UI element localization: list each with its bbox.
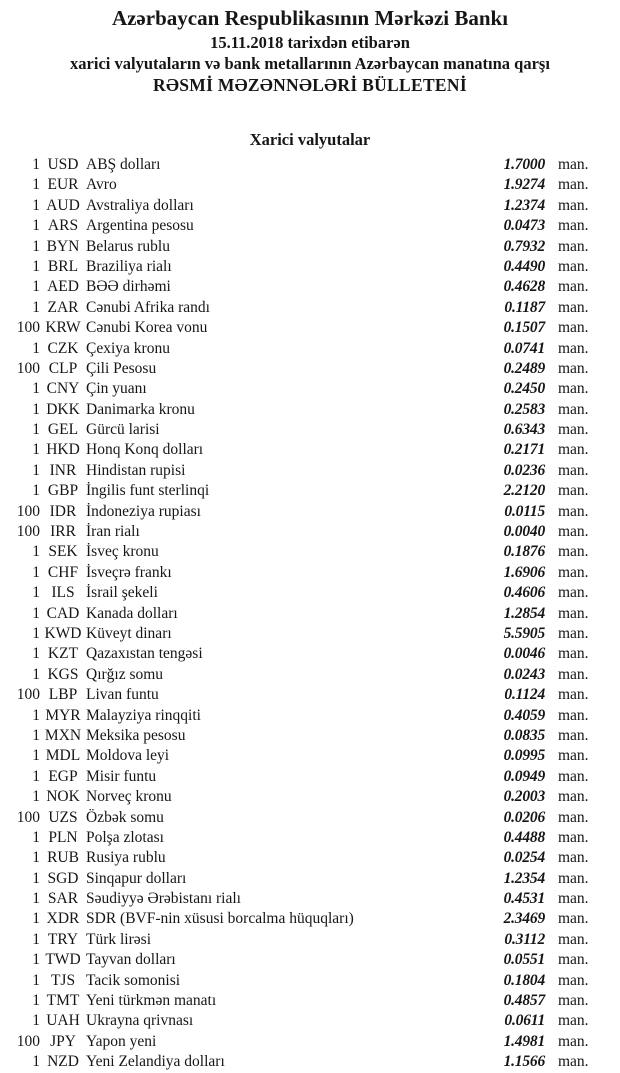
currency-name-cell: İsveç kronu	[86, 543, 159, 561]
currency-code-cell: IRR	[50, 523, 76, 541]
rate-row	[0, 889, 620, 909]
currency-code-cell: TRY	[47, 930, 79, 948]
currency-code-cell: AUD	[46, 196, 80, 214]
unit-label-cell: man.	[558, 319, 589, 337]
rate-row	[0, 828, 620, 848]
currency-code-cell: TMT	[46, 992, 80, 1010]
currency-name-cell: Argentina pesosu	[86, 217, 194, 235]
rate-row	[0, 175, 620, 195]
quantity-cell: 1	[32, 563, 40, 581]
quantity-cell: 1	[32, 461, 40, 479]
currency-code-cell: CHF	[47, 563, 79, 581]
rate-row	[0, 950, 620, 970]
bulletin-title: RƏSMİ MƏZƏNNƏLƏRİ BÜLLETENİ	[153, 75, 467, 95]
quantity-cell: 1	[32, 217, 40, 235]
currency-name-cell: Moldova leyi	[86, 747, 170, 765]
rate-row	[0, 420, 620, 440]
currency-name-cell: Malayziya rinqqiti	[86, 706, 201, 724]
rate-value-cell: 1.7000	[503, 156, 545, 173]
currency-code-cell: CNY	[46, 380, 80, 398]
currency-name-cell: Çili Pesosu	[86, 359, 157, 377]
rate-row	[0, 277, 620, 297]
currency-name-cell: Honq Konq dolları	[86, 441, 204, 459]
rate-value-cell: 0.7932	[503, 237, 545, 255]
quantity-cell: 1	[32, 298, 40, 316]
currency-name-cell: Qırğız somu	[86, 665, 164, 683]
currency-name-cell: Tayvan dolları	[86, 951, 176, 969]
currency-code-cell: IDR	[49, 502, 77, 520]
currency-name-cell: Kanada dolları	[86, 604, 178, 622]
quantity-cell: 1	[32, 339, 40, 357]
currency-code-cell: ILS	[51, 584, 75, 602]
bulletin-header	[0, 0, 620, 97]
rate-row	[0, 318, 620, 338]
unit-label-cell: man.	[558, 706, 589, 724]
currency-code-cell: SGD	[47, 869, 79, 887]
rate-row	[0, 339, 620, 359]
unit-label-cell: man.	[558, 359, 589, 377]
rate-row	[0, 196, 620, 216]
rate-row	[0, 787, 620, 807]
rate-row	[0, 685, 620, 705]
currency-name-cell: Hindistan rupisi	[86, 461, 186, 479]
rate-row	[0, 869, 620, 889]
quantity-cell: 1	[32, 849, 40, 867]
rate-value-cell: 0.0611	[504, 1012, 545, 1030]
rate-row	[0, 991, 620, 1011]
currency-code-cell: CZK	[47, 339, 79, 357]
rate-row	[0, 440, 620, 460]
quantity-cell: 1	[32, 543, 40, 561]
currency-name-cell: BƏƏ dirhəmi	[86, 278, 171, 296]
rate-row	[0, 155, 620, 175]
quantity-cell: 1	[32, 767, 40, 785]
unit-label-cell: man.	[558, 890, 589, 908]
rate-value-cell: 0.0046	[503, 645, 545, 663]
quantity-cell: 1	[32, 156, 40, 173]
currency-name-cell: SDR (BVF-nin xüsusi borcalma hüquqları)	[86, 910, 354, 928]
currency-code-cell: UAH	[46, 1012, 80, 1030]
rate-row	[0, 1011, 620, 1031]
currency-name-cell: Ukrayna qrivnası	[86, 1012, 194, 1030]
rate-value-cell: 1.1566	[503, 1053, 545, 1071]
rate-row	[0, 706, 620, 726]
rate-row	[0, 604, 620, 624]
currency-code-cell: ARS	[47, 217, 79, 235]
rate-row	[0, 746, 620, 766]
currency-name-cell: Yeni türkmən manatı	[86, 992, 217, 1010]
currency-code-cell: LBP	[48, 686, 78, 704]
quantity-cell: 1	[32, 380, 40, 398]
unit-label-cell: man.	[558, 502, 589, 520]
unit-label-cell: man.	[558, 523, 589, 541]
unit-label-cell: man.	[558, 747, 589, 765]
currency-code-cell: HKD	[46, 441, 80, 459]
unit-label-cell: man.	[558, 767, 589, 785]
rate-row	[0, 298, 620, 318]
currency-code-cell: KGS	[47, 665, 79, 683]
currency-name-cell: İndoneziya rupiası	[86, 502, 201, 520]
rate-value-cell: 0.6343	[503, 421, 545, 439]
rate-row	[0, 644, 620, 664]
rate-value-cell: 0.0243	[503, 665, 545, 683]
rate-value-cell: 0.0115	[504, 502, 545, 520]
currency-code-cell: MDL	[45, 747, 81, 765]
rate-value-cell: 0.4857	[503, 992, 545, 1010]
rate-value-cell: 0.3112	[504, 930, 545, 948]
rate-value-cell: 0.0206	[503, 808, 545, 826]
rate-row	[0, 848, 620, 868]
rate-value-cell: 0.0473	[503, 217, 545, 235]
unit-label-cell: man.	[558, 828, 589, 846]
scope-line: xarici valyutaların və bank metallarının Azərbaycan manatına qarşı	[70, 54, 550, 73]
effective-date-line: 15.11.2018 tarixdən etibarən	[210, 33, 410, 52]
rate-row	[0, 583, 620, 603]
currency-code-cell: KWD	[44, 624, 82, 642]
unit-label-cell: man.	[558, 1032, 589, 1050]
rate-value-cell: 0.1187	[504, 298, 545, 316]
currency-code-cell: DKK	[46, 400, 80, 418]
unit-label-cell: man.	[558, 992, 589, 1010]
unit-label-cell: man.	[558, 339, 589, 357]
quantity-cell: 1	[32, 482, 40, 500]
currency-name-cell: Norveç kronu	[86, 788, 172, 806]
rate-row	[0, 461, 620, 481]
unit-label-cell: man.	[558, 441, 589, 459]
currency-name-cell: Rusiya rublu	[86, 849, 166, 867]
rate-value-cell: 0.1124	[504, 686, 545, 704]
quantity-cell: 1	[32, 196, 40, 214]
currency-code-cell: MYR	[45, 706, 81, 724]
quantity-cell: 1	[32, 400, 40, 418]
rate-value-cell: 1.2854	[503, 604, 545, 622]
currency-code-cell: EGP	[48, 767, 78, 785]
rate-row	[0, 808, 620, 828]
rate-value-cell: 1.9274	[503, 176, 545, 194]
currency-code-cell: USD	[47, 156, 79, 173]
rate-value-cell: 5.5905	[503, 624, 545, 642]
quantity-cell: 100	[16, 502, 40, 520]
rate-value-cell: 0.1507	[503, 319, 545, 337]
currency-name-cell: Livan funtu	[86, 686, 159, 704]
quantity-cell: 100	[16, 319, 40, 337]
currency-name-cell: ABŞ dolları	[86, 156, 161, 173]
quantity-cell: 1	[32, 237, 40, 255]
currency-code-cell: NOK	[46, 788, 80, 806]
quantity-cell: 1	[32, 665, 40, 683]
quantity-cell: 1	[32, 441, 40, 459]
currency-name-cell: İran rialı	[86, 523, 140, 541]
quantity-cell: 1	[32, 604, 40, 622]
currency-name-cell: Türk lirəsi	[86, 930, 151, 948]
currency-code-cell: BRL	[47, 257, 79, 275]
unit-label-cell: man.	[558, 380, 589, 398]
unit-label-cell: man.	[558, 461, 589, 479]
currency-code-cell: UZS	[48, 808, 78, 826]
currency-code-cell: CAD	[46, 604, 80, 622]
currency-code-cell: KZT	[47, 645, 79, 663]
quantity-cell: 100	[16, 523, 40, 541]
unit-label-cell: man.	[558, 1012, 589, 1030]
currency-name-cell: Özbək somu	[86, 808, 164, 826]
rate-value-cell: 0.0995	[503, 747, 545, 765]
currency-name-cell: Yapon yeni	[86, 1032, 157, 1050]
currency-code-cell: TWD	[45, 951, 81, 969]
currency-code-cell: GEL	[47, 421, 79, 439]
quantity-cell: 1	[32, 421, 40, 439]
rate-row	[0, 1032, 620, 1052]
currency-code-cell: CLP	[48, 359, 78, 377]
unit-label-cell: man.	[558, 543, 589, 561]
rate-row	[0, 379, 620, 399]
rate-value-cell: 1.4981	[503, 1032, 545, 1050]
currency-name-cell: Qazaxıstan tengəsi	[86, 645, 203, 663]
rate-row	[0, 359, 620, 379]
unit-label-cell: man.	[558, 421, 589, 439]
unit-label-cell: man.	[558, 298, 589, 316]
currency-code-cell: NZD	[47, 1053, 79, 1071]
quantity-cell: 1	[32, 788, 40, 806]
rate-row	[0, 257, 620, 277]
currency-code-cell: JPY	[50, 1032, 76, 1050]
currency-name-cell: Braziliya rialı	[86, 257, 172, 275]
currency-name-cell: Cənubi Korea vonu	[86, 319, 208, 337]
rate-value-cell: 0.2003	[503, 788, 545, 806]
currency-code-cell: SEK	[48, 543, 78, 561]
unit-label-cell: man.	[558, 584, 589, 602]
unit-label-cell: man.	[558, 726, 589, 744]
quantity-cell: 1	[32, 930, 40, 948]
currency-code-cell: MXN	[44, 726, 82, 744]
rate-value-cell: 0.4490	[503, 257, 545, 275]
currency-code-cell: XDR	[46, 910, 80, 928]
quantity-cell: 1	[32, 869, 40, 887]
unit-label-cell: man.	[558, 951, 589, 969]
rate-value-cell: 0.1804	[503, 971, 545, 989]
currency-name-cell: Sinqapur dolları	[86, 869, 187, 887]
rate-row	[0, 726, 620, 746]
quantity-cell: 1	[32, 1012, 40, 1030]
quantity-cell: 1	[32, 726, 40, 744]
quantity-cell: 1	[32, 1053, 40, 1071]
currency-name-cell: İngilis funt sterlinqi	[86, 482, 210, 500]
currency-code-cell: BYN	[46, 237, 80, 255]
currency-name-cell: Çin yuanı	[86, 380, 147, 398]
currency-name-cell: İsveçrə frankı	[86, 563, 172, 581]
currency-code-cell: AED	[47, 278, 79, 296]
unit-label-cell: man.	[558, 257, 589, 275]
unit-label-cell: man.	[558, 686, 589, 704]
currency-name-cell: Səudiyyə Ərəbistanı rialı	[86, 890, 241, 908]
quantity-cell: 1	[32, 624, 40, 642]
unit-label-cell: man.	[558, 482, 589, 500]
unit-label-cell: man.	[558, 176, 589, 194]
rate-row	[0, 930, 620, 950]
currency-name-cell: İsrail şekeli	[86, 584, 158, 602]
rate-value-cell: 0.2489	[503, 359, 545, 377]
quantity-cell: 1	[32, 910, 40, 928]
unit-label-cell: man.	[558, 930, 589, 948]
currency-code-cell: INR	[49, 461, 77, 479]
unit-label-cell: man.	[558, 604, 589, 622]
currency-name-cell: Misir funtu	[86, 767, 157, 785]
quantity-cell: 1	[32, 890, 40, 908]
section-title-foreign-currencies: Xarici valyutalar	[249, 130, 371, 149]
rate-value-cell: 0.0551	[503, 951, 545, 969]
currency-name-cell: Çexiya kronu	[86, 339, 170, 357]
rate-row	[0, 542, 620, 562]
rate-row	[0, 665, 620, 685]
rate-value-cell: 0.4628	[503, 278, 545, 296]
rate-row	[0, 237, 620, 257]
rate-row	[0, 971, 620, 991]
quantity-cell: 100	[16, 359, 40, 377]
rate-row	[0, 563, 620, 583]
quantity-cell: 100	[16, 808, 40, 826]
currency-code-cell: KRW	[45, 319, 81, 337]
currency-name-cell: Avro	[86, 176, 117, 194]
currency-name-cell: Avstraliya dolları	[86, 196, 194, 214]
quantity-cell: 1	[32, 951, 40, 969]
rate-value-cell: 2.2120	[503, 482, 545, 500]
currency-code-cell: SAR	[47, 890, 79, 908]
rate-value-cell: 0.4488	[503, 828, 545, 846]
rate-row	[0, 767, 620, 787]
unit-label-cell: man.	[558, 910, 589, 928]
bank-name-title: Azərbaycan Respublikasının Mərkəzi Bankı	[111, 6, 509, 30]
currency-name-cell: Meksika pesosu	[86, 726, 186, 744]
currency-name-cell: Polşa zlotası	[86, 828, 164, 846]
rate-value-cell: 0.4606	[503, 584, 545, 602]
quantity-cell: 1	[32, 278, 40, 296]
unit-label-cell: man.	[558, 665, 589, 683]
currency-code-cell: RUB	[47, 849, 79, 867]
rate-value-cell: 0.4059	[503, 706, 545, 724]
unit-label-cell: man.	[558, 849, 589, 867]
currency-code-cell: EUR	[47, 176, 79, 194]
unit-label-cell: man.	[558, 808, 589, 826]
unit-label-cell: man.	[558, 624, 589, 642]
rates-table	[0, 155, 620, 1073]
unit-label-cell: man.	[558, 196, 589, 214]
unit-label-cell: man.	[558, 971, 589, 989]
rate-value-cell: 0.4531	[503, 890, 545, 908]
unit-label-cell: man.	[558, 869, 589, 887]
quantity-cell: 1	[32, 706, 40, 724]
rate-row	[0, 624, 620, 644]
quantity-cell: 1	[32, 645, 40, 663]
unit-label-cell: man.	[558, 1053, 589, 1071]
quantity-cell: 1	[32, 257, 40, 275]
currency-name-cell: Yeni Zelandiya dolları	[86, 1053, 225, 1071]
rate-value-cell: 0.2583	[503, 400, 545, 418]
quantity-cell: 1	[32, 176, 40, 194]
unit-label-cell: man.	[558, 788, 589, 806]
currency-name-cell: Cənubi Afrika randı	[86, 298, 210, 316]
currency-code-cell: GBP	[47, 482, 79, 500]
rate-value-cell: 2.3469	[503, 910, 545, 928]
rate-value-cell: 0.1876	[503, 543, 545, 561]
unit-label-cell: man.	[558, 563, 589, 581]
currency-name-cell: Küveyt dinarı	[86, 624, 172, 642]
rate-value-cell: 0.0949	[503, 767, 545, 785]
currency-code-cell: PLN	[48, 828, 78, 846]
rate-value-cell: 1.6906	[503, 563, 545, 581]
quantity-cell: 1	[32, 584, 40, 602]
rate-value-cell: 1.2354	[503, 869, 545, 887]
rate-row	[0, 1052, 620, 1072]
rate-value-cell: 0.0741	[503, 339, 545, 357]
currency-name-cell: Danimarka kronu	[86, 400, 195, 418]
rate-row	[0, 216, 620, 236]
quantity-cell: 1	[32, 992, 40, 1010]
quantity-cell: 1	[32, 747, 40, 765]
rate-row	[0, 502, 620, 522]
currency-name-cell: Belarus rublu	[86, 237, 170, 255]
unit-label-cell: man.	[558, 237, 589, 255]
rate-value-cell: 0.0835	[503, 726, 545, 744]
quantity-cell: 100	[16, 1032, 40, 1050]
unit-label-cell: man.	[558, 278, 589, 296]
quantity-cell: 1	[32, 828, 40, 846]
quantity-cell: 1	[32, 971, 40, 989]
rate-row	[0, 400, 620, 420]
rate-row	[0, 522, 620, 542]
rate-row	[0, 909, 620, 929]
unit-label-cell: man.	[558, 400, 589, 418]
unit-label-cell: man.	[558, 645, 589, 663]
currency-name-cell: Tacik somonisi	[86, 971, 181, 989]
rate-row	[0, 481, 620, 501]
currency-name-cell: Gürcü larisi	[86, 421, 160, 439]
rate-value-cell: 0.2171	[503, 441, 545, 459]
unit-label-cell: man.	[558, 217, 589, 235]
quantity-cell: 100	[16, 686, 40, 704]
rate-value-cell: 0.0254	[503, 849, 545, 867]
currency-code-cell: ZAR	[47, 298, 79, 316]
rate-value-cell: 1.2374	[503, 196, 545, 214]
rate-value-cell: 0.0236	[503, 461, 545, 479]
currency-code-cell: TJS	[50, 971, 76, 989]
unit-label-cell: man.	[558, 156, 589, 173]
rate-value-cell: 0.0040	[503, 523, 545, 541]
rate-value-cell: 0.2450	[503, 380, 545, 398]
